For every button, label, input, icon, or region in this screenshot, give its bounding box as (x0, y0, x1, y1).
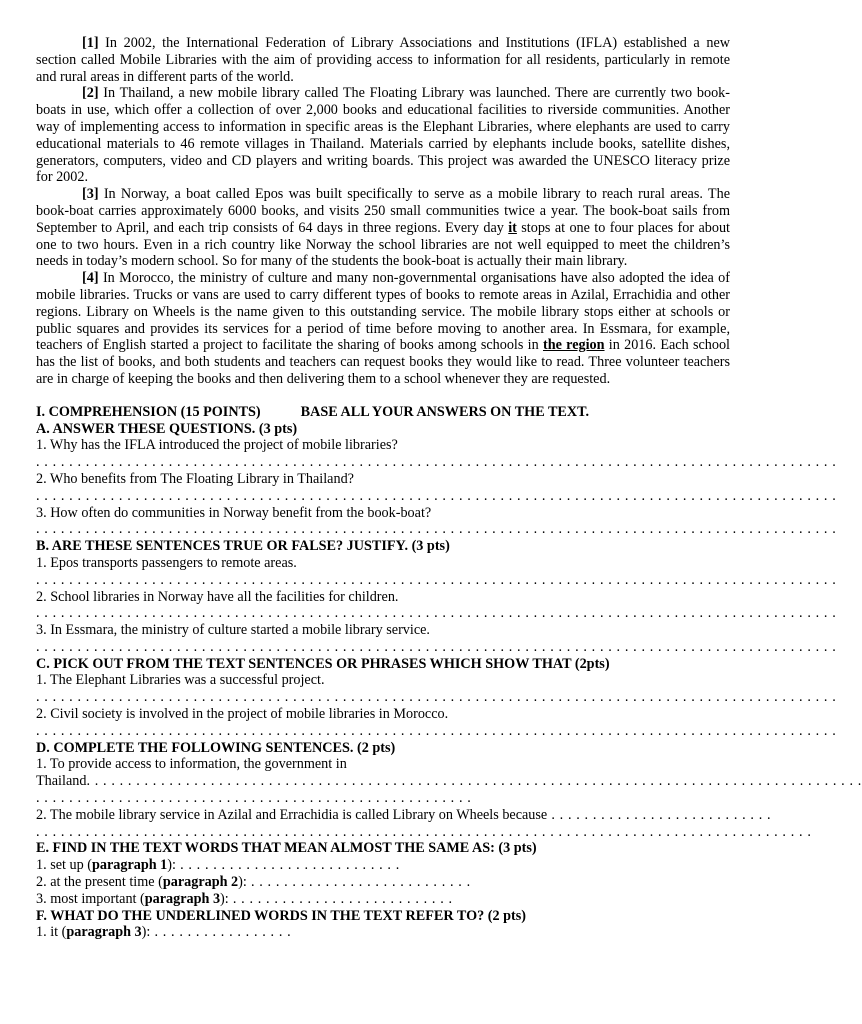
paragraph-text: In Thailand, a new mobile library called The Floating Library was launched. There are currently two book-boats in use, which offer a collection of over 2,000 books and educational facilities to riverside communities. Another way of implementing access to information in specific areas is the Elephant Libraries, where elephants are used to carry educational materials to 46 remote villages in Thailand. Materials carried by elephants include books, satellite dishes, generators, computers, video and CD players and writing boards. This project was awarded the UNESCO literacy prize for 2002. (36, 85, 730, 186)
question-e2-text: 2. at the present time ( (36, 874, 163, 891)
underlined-word-it: it (508, 219, 517, 236)
paragraph-3 (36, 186, 730, 270)
section-c-heading: C. PICK OUT FROM THE TEXT SENTENCES OR PHRASES WHICH SHOW THAT (2pts) (36, 655, 610, 672)
section-e-heading: E. FIND IN THE TEXT WORDS THAT MEAN ALMOST THE SAME AS: (3 pts) (36, 840, 537, 857)
question-d2 (36, 806, 772, 824)
close-paren: ): (167, 857, 176, 874)
paragraph-text: In Morocco, the ministry of culture and many non-governmental organisations have also adopted the idea of mobile libraries. Trucks or vans are used to carry different types of books to remote areas in Azilal, Errachidia and other regions. Library on Wheels is the name given to this outstanding service. The mobile library stops either at schools or public squares and provides its services for a period of time before moving to another area. In Essmara, for example, teachers of English started a project to facilitate the sharing of books among schools in (36, 270, 730, 354)
answer-line[interactable]: . . . . . . . . . . . . . . . . . . . . . . . . . . . (228, 890, 453, 907)
question-e1-text: 1. set up ( (36, 857, 92, 874)
answer-line[interactable]: . . . . . . . . . . . . . . . . . . . . . . . . . . . (246, 874, 471, 891)
paragraph-ref: paragraph 2 (162, 874, 239, 891)
paragraph-text-cont: stops at one to four places for about one to two hours. Even in a rich country like Norway the school libraries are not well equipped to meet the children’s needs in today’s modern school. So for many of the students the book-boat is actually their main library. (36, 219, 730, 270)
section-a-heading: A. ANSWER THESE QUESTIONS. (3 pts) (36, 420, 298, 437)
instructions: BASE ALL YOUR ANSWERS ON THE TEXT. (300, 403, 590, 420)
question-a2: 2. Who benefits from The Floating Library in Thailand? (36, 470, 354, 487)
question-b1: 1. Epos transports passengers to remote areas. (36, 554, 297, 571)
answer-line[interactable]: . . . . . . . . . . . . . . . . . . . . . . . . . . . . . . . . . . . . . . . . . . . . . . . . . . . . . . . . . . . . . . . . . . . . . . . . . . . . . . . . . . . . . . . . . . . . . . (36, 823, 812, 840)
paragraph-number: [4] (82, 270, 99, 287)
answer-line[interactable]: . . . . . . . . . . . . . . . . . . . . . . . . . . . . . . . . . . . . . . . . . . . . . . . . . . . . . . . . . . . . . . . . . . . . . . . . . . . . . . . . . . . . . . . . . . . . . . . . . (36, 487, 837, 504)
answer-line[interactable]: . . . . . . . . . . . . . . . . . . . . . . . . . . . . . . . . . . . . . . . . . . . . . . . . . . . . . . . . . . . . . . . . . . . . . . . . . . . . . . . . . . . . . . . . . . . . . . . . . (36, 521, 837, 538)
answer-line[interactable]: Thailand. . . . . . . . . . . . . . . . . . . . . . . . . . . . . . . . . . . . . . . . . . . . . . . . . . . . . . . . . . . . . . . . . . . . . . . . . . . . . . . . . . . . . . . . . . . . . . (36, 773, 862, 790)
question-b3: 3. In Essmara, the ministry of culture started a mobile library service. (36, 622, 430, 639)
section-b-heading: B. ARE THESE SENTENCES TRUE OR FALSE? JUSTIFY. (3 pts) (36, 538, 450, 555)
paragraph-text-cont: in 2016. Each school has the list of books, and both students and teachers can request books they would like to read. Three volunteer teachers are in charge of keeping the books and then delivering them to a school whenever they are requested. (36, 337, 730, 387)
paragraph-text: In 2002, the International Federation of Library Associations and Institutions (IFLA) established a new section called Mobile Libraries with the aim of providing access to information for all residents, particularly in remote and rural areas in different parts of the world. (36, 35, 730, 85)
question-f1 (36, 924, 730, 941)
answer-line[interactable]: . . . . . . . . . . . . . . . . . . . . . . . . . . . . . . . . . . . . . . . . . . . . . . . . . . . . . (36, 790, 472, 807)
answer-line[interactable]: . . . . . . . . . . . . . . . . . . . . . . . . . . . . . . . . . . . . . . . . . . . . . . . . . . . . . . . . . . . . . . . . . . . . . . . . . . . . . . . . . . . . . . . . . . . . . . . . . (36, 638, 837, 655)
close-paren: ): (220, 890, 229, 907)
question-c1: 1. The Elephant Libraries was a successful project. (36, 672, 325, 689)
section-title: I. COMPREHENSION (15 POINTS) (36, 403, 261, 420)
close-paren: ): (141, 924, 151, 941)
answer-line[interactable]: . . . . . . . . . . . . . . . . . . . . . . . . . . . . . . . . . . . . . . . . . . . . . . . . . . . . . . . . . . . . . . . . . . . . . . . . . . . . . . . . . . . . . . . . . . . . . . . . . (36, 722, 837, 739)
worksheet-page (36, 35, 862, 941)
question-e2 (36, 874, 730, 891)
answer-line[interactable]: . . . . . . . . . . . . . . . . . . . . . . . . . . . . . . . . . . . . . . . . . . . . . . . . . . . . . . . . . . . . . . . . . . . . . . . . . . . . . . . . . . . . . . . . . . . . . . . . . (36, 605, 837, 622)
question-e1 (36, 857, 730, 874)
paragraph-text: In Norway, a boat called Epos was built specifically to serve as a mobile library to reach rural areas. The book-boat carries approximately 6000 books, and visits 250 small communities twice a year. The book-boat sails from September to April, and each trip consists of 64 days in three regions. Every day (36, 186, 730, 236)
answer-line[interactable]: . . . . . . . . . . . . . . . . . (150, 924, 292, 941)
paragraph-ref: paragraph 3 (66, 924, 142, 941)
close-paren: ): (238, 874, 247, 891)
answer-line[interactable]: . . . . . . . . . . . . . . . . . . . . . . . . . . . . . . . . . . . . . . . . . . . . . . . . . . . . . . . . . . . . . . . . . . . . . . . . . . . . . . . . . . . . . . . . . . . . . . . . . (36, 454, 837, 471)
paragraph-number: [3] (82, 186, 99, 203)
section-d-heading: D. COMPLETE THE FOLLOWING SENTENCES. (2 pts) (36, 739, 396, 756)
paragraph-ref: paragraph 1 (91, 857, 168, 874)
question-d1-continued: Thailand (36, 773, 87, 790)
question-c2: 2. Civil society is involved in the project of mobile libraries in Morocco. (36, 706, 449, 723)
paragraph-number: [1] (82, 35, 99, 51)
answer-line[interactable]: . . . . . . . . . . . . . . . . . . . . . . . . . . . . . . . . . . . . . . . . . . . . . . . . . . . . . . . . . . . . . . . . . . . . . . . . . . . . . . . . . . . . . . . . . . . . . . . . . (36, 571, 837, 588)
comprehension-title (36, 404, 730, 421)
question-a1: 1. Why has the IFLA introduced the project of mobile libraries? (36, 437, 398, 454)
underlined-word-the-region: the region (542, 337, 605, 354)
answer-line[interactable]: . . . . . . . . . . . . . . . . . . . . . . . . . . . (547, 806, 772, 823)
paragraph-2 (36, 85, 730, 186)
paragraph-1 (36, 35, 730, 85)
answer-line[interactable]: . . . . . . . . . . . . . . . . . . . . . . . . . . . (175, 857, 400, 874)
question-e3 (36, 891, 730, 908)
question-f1-text: 1. it ( (36, 924, 67, 941)
section-f-heading: F. WHAT DO THE UNDERLINED WORDS IN THE TEXT REFER TO? (2 pts) (36, 907, 526, 924)
question-d1: 1. To provide access to information, the government in (36, 756, 347, 773)
answer-line[interactable]: . . . . . . . . . . . . . . . . . . . . . . . . . . . . . . . . . . . . . . . . . . . . . . . . . . . . . . . . . . . . . . . . . . . . . . . . . . . . . . . . . . . . . . . . . . . . . . . . . (36, 689, 837, 706)
question-b2: 2. School libraries in Norway have all the facilities for children. (36, 588, 399, 605)
question-d2-text: 2. The mobile library service in Azilal and Errachidia is called Library on Wheels because (36, 806, 548, 823)
paragraph-4 (36, 270, 730, 388)
paragraph-number: [2] (82, 85, 99, 102)
question-e3-text: 3. most important ( (36, 890, 145, 907)
question-a3: 3. How often do communities in Norway benefit from the book-boat? (36, 504, 432, 521)
paragraph-ref: paragraph 3 (144, 890, 221, 907)
